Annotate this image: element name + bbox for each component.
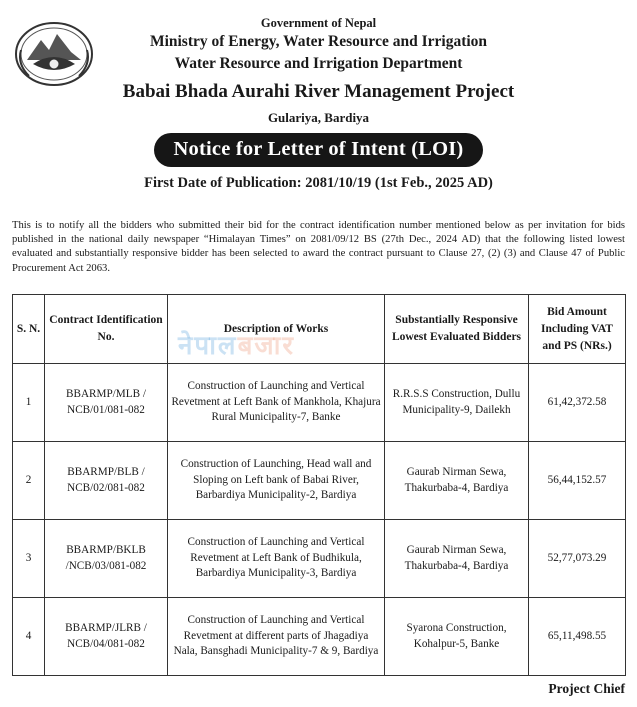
cell-contract-id: BBARMP/BLB / NCB/02/081-082 xyxy=(45,442,168,520)
cell-description: Construction of Launching and Vertical Revetment at different parts of Jhagadiya Nala, Bansghadi Municipality-7 & 9, Bardiya xyxy=(168,598,385,676)
letterhead xyxy=(0,0,637,193)
bid-results-table xyxy=(12,294,626,676)
header-contract-id: Contract Identification No. xyxy=(45,295,168,364)
notice-title: Notice for Letter of Intent (LOI) xyxy=(154,133,484,167)
cell-sn: 4 xyxy=(13,598,45,676)
cell-contract-id: BBARMP/MLB / NCB/01/081-082 xyxy=(45,364,168,442)
intro-paragraph: This is to notify all the bidders who submitted their bid for the contract identification number mentioned below as per invitation for bids published in the national daily newspaper “Himalayan Times” on 2081/09/12 BS (27th Dec., 2024 AD) that the following listed lowest evaluated and substantially responsive bidder has been selected to award the contract pursuant to Clause 27, (2) (3) and Clause 47 of Public Procurement Act 2063. xyxy=(12,220,625,274)
header-sn: S. N. xyxy=(13,295,45,364)
government-name: Government of Nepal xyxy=(260,16,377,30)
cell-amount: 61,42,372.58 xyxy=(529,364,626,442)
signature: Project Chief xyxy=(548,681,625,696)
header-amount: Bid Amount Including VAT and PS (NRs.) xyxy=(529,295,626,364)
cell-sn: 1 xyxy=(13,364,45,442)
table-row xyxy=(13,598,626,676)
table-row xyxy=(13,520,626,598)
table-row xyxy=(13,442,626,520)
header-bidder: Substantially Responsive Lowest Evaluated Bidders xyxy=(385,295,529,364)
cell-contract-id: BBARMP/JLRB / NCB/04/081-082 xyxy=(45,598,168,676)
project-name: Babai Bhada Aurahi River Management Project xyxy=(122,81,515,102)
cell-amount: 56,44,152.57 xyxy=(529,442,626,520)
department-name: Water Resource and Irrigation Department xyxy=(174,55,463,72)
watermark-part-a: नेपाल xyxy=(178,331,238,361)
cell-bidder: Gaurab Nirman Sewa, Thakurbaba-4, Bardiya xyxy=(385,442,529,520)
cell-description: Construction of Launching and Vertical Revetment at Left Bank of Budhikula, Barbardiya Municipality-3, Bardiya xyxy=(168,520,385,598)
cell-amount: 65,11,498.55 xyxy=(529,598,626,676)
cell-bidder: R.R.S.S Construction, Dullu Municipality-9, Dailekh xyxy=(385,364,529,442)
header-description: Description of Works xyxy=(168,295,385,364)
ministry-name: Ministry of Energy, Water Resource and Irrigation xyxy=(149,33,488,50)
cell-description: Construction of Launching and Vertical Revetment at Left Bank of Mankhola, Khajura Rural Municipality-7, Banke xyxy=(168,364,385,442)
site-watermark xyxy=(178,326,295,362)
table-row xyxy=(13,364,626,442)
watermark-part-b: बजार xyxy=(237,331,296,361)
publication-date: First Date of Publication: 2081/10/19 (1st Feb., 2025 AD) xyxy=(144,175,493,191)
cell-amount: 52,77,073.29 xyxy=(529,520,626,598)
cell-bidder: Syarona Construction, Kohalpur-5, Banke xyxy=(385,598,529,676)
cell-description: Construction of Launching, Head wall and Sloping on Left bank of Babai River, Barbardiya Municipality-2, Bardiya xyxy=(168,442,385,520)
cell-sn: 2 xyxy=(13,442,45,520)
cell-contract-id: BBARMP/BKLB /NCB/03/081-082 xyxy=(45,520,168,598)
project-location: Gulariya, Bardiya xyxy=(267,110,370,125)
cell-bidder: Gaurab Nirman Sewa, Thakurbaba-4, Bardiya xyxy=(385,520,529,598)
table-header-row xyxy=(13,295,626,364)
cell-sn: 3 xyxy=(13,520,45,598)
